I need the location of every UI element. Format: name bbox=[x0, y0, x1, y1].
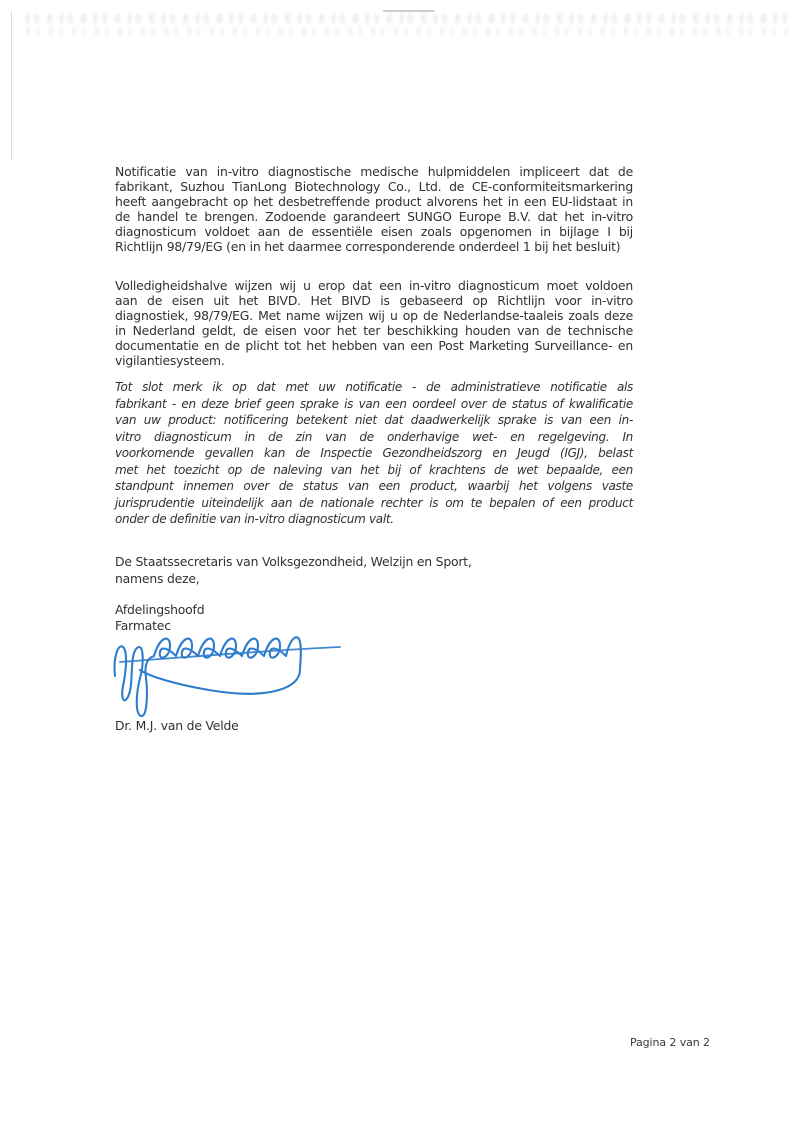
text-line: voorkomende gevallen kan de Inspectie Gezondheidszorg en Jeugd (IGJ), belast bbox=[115, 446, 633, 460]
scan-artifact-ghost-text bbox=[26, 27, 788, 36]
text-line: diagnosticum voldoet aan de essentiële eisen zoals opgenomen in bijlage I bij bbox=[115, 224, 633, 240]
signer-department: Farmatec bbox=[115, 617, 171, 633]
scan-artifact-ghost-text bbox=[26, 14, 788, 23]
paragraph-notification bbox=[115, 164, 633, 255]
closing-line: namens deze, bbox=[115, 570, 200, 586]
text-line: fabrikant - en deze brief geen sprake is van een oordeel over de status of kwalificatie bbox=[115, 396, 633, 411]
text-line: de handel te brengen. Zodoende garandeert SUNGO Europe B.V. dat het in-vitro bbox=[115, 209, 633, 225]
text-line: documentatie en de plicht tot het hebben van een Post Marketing Surveillance- en bbox=[115, 338, 633, 354]
text-line: heeft aangebracht op het desbetreffende product alvorens het in een EU-lidstaat in bbox=[115, 194, 633, 210]
signature-handwritten bbox=[110, 630, 450, 725]
paragraph-bivd-requirements bbox=[115, 278, 633, 369]
text-line: vigilantiesysteem. bbox=[115, 353, 225, 369]
text-line: met het toezicht op de naleving van het bij of krachtens de wet bepaalde, een bbox=[115, 462, 633, 477]
text-line: in Nederland geldt, de eisen voor het ter beschikking houden van de technische bbox=[115, 323, 633, 339]
signatory-name: Dr. M.J. van de Velde bbox=[115, 718, 239, 733]
closing-line: De Staatssecretaris van Volksgezondheid, Welzijn en Sport, bbox=[115, 554, 472, 569]
text-line: standpunt innemen over de status van een product, waarbij het volgens vaste bbox=[115, 479, 633, 493]
scan-artifact-fold-mark bbox=[383, 10, 434, 12]
text-line: van uw product: notificering betekent niet dat daadwerkelijk sprake is van een in- bbox=[115, 413, 633, 427]
text-line: Tot slot merk ik op dat met uw notificatie - de administratieve notificatie als bbox=[115, 380, 633, 394]
text-line: jurisprudentie uiteindelijk aan de nationale rechter is om te bepalen of een product bbox=[115, 495, 633, 510]
text-line: aan de eisen uit het BIVD. Het BIVD is gebaseerd op Richtlijn voor in-vitro bbox=[115, 293, 633, 309]
paragraph-disclaimer-italic bbox=[115, 379, 633, 528]
scan-artifact-page-edge bbox=[11, 11, 12, 161]
closing-formula bbox=[115, 554, 472, 588]
text-line: onder de definitie van in-vitro diagnosticum valt. bbox=[115, 512, 394, 526]
signer-role: Afdelingshoofd bbox=[115, 602, 205, 617]
text-line: vitro diagnosticum in de zin van de onderhavige wet- en regelgeving. In bbox=[115, 429, 633, 444]
text-line: fabrikant, Suzhou TianLong Biotechnology Co., Ltd. de CE-conformiteitsmarkering bbox=[115, 179, 633, 195]
text-line: Notificatie van in-vitro diagnostische medische hulpmiddelen impliceert dat de bbox=[115, 164, 633, 179]
text-line: diagnostiek, 98/79/EG. Met name wijzen wij u op de Nederlandse-taaleis zoals deze bbox=[115, 308, 633, 324]
text-line: Richtlijn 98/79/EG (en in het daarmee corresponderende onderdeel 1 bij het besluit) bbox=[115, 239, 621, 255]
text-line: Volledigheidshalve wijzen wij u erop dat een in-vitro diagnosticum moet voldoen bbox=[115, 278, 633, 293]
signer-role-block bbox=[115, 602, 204, 634]
page-number: Pagina 2 van 2 bbox=[630, 1036, 710, 1049]
